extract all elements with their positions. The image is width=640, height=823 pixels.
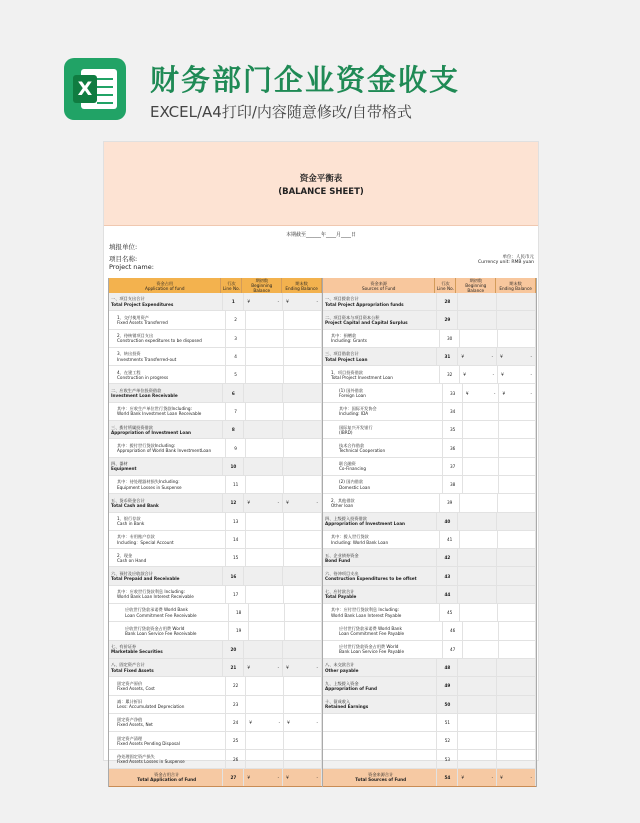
amount-cell — [246, 348, 284, 365]
line-number: 11 — [226, 476, 246, 493]
amount-cell — [460, 604, 498, 621]
line-number: 53 — [437, 750, 458, 767]
amount-cell: ¥ - — [283, 659, 322, 676]
line-number: 13 — [226, 513, 246, 530]
table-row — [323, 677, 536, 695]
amount-cell — [463, 622, 500, 639]
amount-cell — [463, 476, 500, 493]
page-subtitle: EXCEL/A4打印/内容随意修改/自带格式 — [150, 103, 412, 121]
amount-cell — [458, 677, 497, 694]
row-label: 三、拨付所属投资借款 Appropriation of Investment Loan — [109, 421, 223, 438]
amount-cell — [246, 750, 284, 767]
table-row — [109, 403, 322, 421]
row-label: 其中：应收世行贷款利息 Including: World Bank Loan Interest Receivable — [109, 586, 226, 603]
amount-cell — [283, 421, 322, 438]
amount-cell — [499, 622, 536, 639]
amount-cell — [498, 604, 536, 621]
line-number: 48 — [437, 659, 458, 676]
amount-cell — [284, 476, 322, 493]
amount-cell — [498, 494, 536, 511]
amount-cell: ¥ - — [244, 494, 283, 511]
table-row — [323, 659, 536, 677]
table-row — [109, 458, 322, 476]
row-label: 五、货币资金合计 Total Cash and Bank — [109, 494, 223, 511]
line-number: 6 — [223, 384, 244, 401]
amount-cell — [497, 659, 536, 676]
amount-cell — [458, 549, 497, 566]
row-label: 七、有价证券 Marketable Securities — [109, 641, 223, 658]
amount-cell — [458, 293, 497, 310]
right-column-header — [323, 278, 536, 293]
amount-cell: ¥ - — [463, 384, 500, 401]
amount-cell — [284, 311, 322, 328]
table-row — [109, 641, 322, 659]
amount-cell — [458, 750, 497, 767]
line-number: 12 — [223, 494, 244, 511]
amount-cell — [497, 549, 536, 566]
line-number: 9 — [226, 439, 246, 456]
line-number: 14 — [226, 531, 246, 548]
amount-cell — [284, 513, 322, 530]
line-number: 35 — [443, 421, 462, 438]
table-row — [109, 659, 322, 677]
row-label: 其中：应付世行贷款利息 Including: World Bank Loan Interest Payable — [323, 604, 440, 621]
amount-cell — [246, 531, 284, 548]
amount-cell — [284, 750, 322, 767]
amount-cell — [284, 403, 322, 420]
amount-cell — [284, 439, 322, 456]
table-row — [323, 750, 536, 768]
amount-cell: ¥ - — [283, 494, 322, 511]
table-row — [323, 293, 536, 311]
amount-cell — [284, 330, 322, 347]
amount-cell: ¥ - — [458, 769, 497, 786]
row-label: 三、项目借款合计 Total Project Loan — [323, 348, 437, 365]
left-header-cell: 资金占用 Application of fund — [109, 278, 221, 293]
table-row — [323, 531, 536, 549]
right-header-cell: 资金来源 Sources of Fund — [323, 278, 435, 293]
row-label: 其中：拨入世行贷款 Including: World Bank Loan — [323, 531, 440, 548]
row-label: 其中：待处理器材损失Including： Equipment Losses in Suspense — [109, 476, 226, 493]
amount-cell — [458, 659, 497, 676]
amount-cell — [497, 750, 536, 767]
row-label: 应付世行贷款资金占用费 World Bank Loan Service Fee Payable — [323, 641, 443, 658]
line-number: 3 — [226, 330, 246, 347]
table-row — [323, 622, 536, 640]
amount-cell — [497, 586, 536, 603]
table-row — [109, 549, 322, 567]
sheet-title-en: (BALANCE SHEET) — [278, 187, 364, 197]
row-label: 二、项目资本与项目资本公积 Project Capital and Capital Surplus — [323, 311, 437, 328]
amount-cell — [283, 641, 322, 658]
row-label: 资金来源合计 Total Sources of Fund — [323, 769, 437, 786]
line-number: 24 — [226, 714, 246, 731]
amount-cell — [284, 549, 322, 566]
amount-cell: ¥ - — [497, 348, 536, 365]
amount-cell — [499, 403, 536, 420]
amount-cell — [284, 586, 322, 603]
balance-sheet-document — [103, 141, 539, 783]
row-label: 1、银行存款 Cash in Bank — [109, 513, 226, 530]
line-number: 42 — [437, 549, 458, 566]
right-header-cell: 期初数 Beginning Balance — [456, 278, 496, 293]
table-row — [323, 714, 536, 732]
amount-cell — [463, 421, 500, 438]
amount-cell — [246, 513, 284, 530]
row-label: 八、未交款合计 Other payable — [323, 659, 437, 676]
page-title: 财务部门企业资金收支 — [150, 63, 461, 97]
period-line: 本期截至______年____月____日 — [285, 232, 356, 238]
line-number: 28 — [437, 293, 458, 310]
row-label: 七、应付款合计 Total Payable — [323, 586, 437, 603]
amount-cell — [284, 696, 322, 713]
sheet-title-band — [104, 142, 538, 226]
table-row — [323, 330, 536, 348]
line-number: 36 — [443, 439, 462, 456]
table-row — [109, 696, 322, 714]
left-header-cell: 行次 Line No. — [221, 278, 242, 293]
line-number: 31 — [437, 348, 458, 365]
row-label: 六、待冲项目支出 Construction Expenditures to be offset — [323, 567, 437, 584]
table-row — [323, 421, 536, 439]
row-label: 国际复兴开发银行 (IBRD) — [323, 421, 443, 438]
line-number: 23 — [226, 696, 246, 713]
amount-cell — [284, 531, 322, 548]
table-row — [323, 549, 536, 567]
line-number: 34 — [443, 403, 462, 420]
table-row — [323, 384, 536, 402]
line-number: 30 — [440, 330, 460, 347]
amount-cell — [497, 714, 536, 731]
line-number: 26 — [226, 750, 246, 767]
row-label: 六、预付及应收款合计 Total Prepaid and Receivable — [109, 567, 223, 584]
amount-cell — [285, 622, 322, 639]
line-number: 37 — [443, 458, 462, 475]
line-number: 5 — [226, 366, 246, 383]
amount-cell: ¥ - — [284, 714, 322, 731]
amount-cell — [458, 732, 497, 749]
line-number: 22 — [226, 677, 246, 694]
amount-cell — [284, 677, 322, 694]
row-label: 资金占用合计 Total Application of Fund — [109, 769, 223, 786]
amount-cell — [244, 458, 283, 475]
left-total — [108, 769, 322, 787]
application-of-fund-side — [108, 278, 322, 769]
amount-cell — [463, 458, 500, 475]
row-label: (2) 国内借款 Domestic Loan — [323, 476, 443, 493]
amount-cell — [283, 567, 322, 584]
amount-cell — [497, 677, 536, 694]
amount-cell — [246, 439, 284, 456]
row-label: 十、留成收入 Retained Earnings — [323, 696, 437, 713]
row-label: 应付世行贷款承诺费 World Bank Loan Commitment Fee Payable — [323, 622, 443, 639]
amount-cell — [285, 604, 322, 621]
row-label: 四、上级拨入投资借款 Appropriation of Investment Loan — [323, 513, 437, 530]
line-number: 51 — [437, 714, 458, 731]
table-row — [323, 476, 536, 494]
line-number: 47 — [443, 641, 462, 658]
table-row — [323, 439, 536, 457]
amount-cell — [498, 531, 536, 548]
left-header-cell: 期初数 Beginning Balance — [242, 278, 282, 293]
row-label: 技术合作借款 Technical Cooperation — [323, 439, 443, 456]
table-row — [323, 567, 536, 585]
amount-cell — [499, 421, 536, 438]
amount-cell — [246, 330, 284, 347]
row-label: 待处理固定资产损失 Fixed Assets Losses in Suspense — [109, 750, 226, 767]
amount-cell — [246, 311, 284, 328]
row-label: 九、上级拨入资金 Appropriation of Fund — [323, 677, 437, 694]
amount-cell — [497, 732, 536, 749]
amount-cell: ¥ - — [283, 769, 322, 786]
line-number: 4 — [226, 348, 246, 365]
amount-cell — [246, 677, 284, 694]
table-row — [109, 476, 322, 494]
total-row — [323, 769, 536, 787]
amount-cell — [283, 384, 322, 401]
table-row — [323, 696, 536, 714]
row-label — [323, 732, 437, 749]
table-row — [109, 384, 322, 402]
table-row — [323, 494, 536, 512]
line-number: 15 — [226, 549, 246, 566]
row-label — [323, 750, 437, 767]
line-number: 50 — [437, 696, 458, 713]
amount-cell — [458, 696, 497, 713]
table-row — [323, 366, 536, 384]
right-header-cell: 期末数 Ending Balance — [496, 278, 536, 293]
table-row — [109, 513, 322, 531]
row-label: 二、应收生产单位投资借款 Investment Loan Receivable — [109, 384, 223, 401]
table-row — [109, 677, 322, 695]
amount-cell — [249, 622, 286, 639]
table-row — [323, 513, 536, 531]
line-number: 1 — [223, 293, 244, 310]
table-row — [323, 311, 536, 329]
table-row — [109, 622, 322, 640]
row-label: (1) 国外借款 Foreign Loan — [323, 384, 443, 401]
amount-cell — [458, 714, 497, 731]
row-label: 2、现金 Cash on Hand — [109, 549, 226, 566]
amount-cell — [460, 330, 498, 347]
row-label: 4、在建工程 Construction in progress — [109, 366, 226, 383]
line-number: 44 — [437, 586, 458, 603]
row-label: 2、待核销项目支出 Construction expeditures to be disposed — [109, 330, 226, 347]
amount-cell — [246, 549, 284, 566]
line-number: 18 — [229, 604, 248, 621]
excel-logo-icon: X — [64, 58, 126, 120]
amount-cell — [246, 732, 284, 749]
row-label: 其中：国际开发协会 Including: IDA — [323, 403, 443, 420]
row-label: 其中：捐赠款 Including: Grants — [323, 330, 440, 347]
row-label: 五、企业债券资金 Bond Fund — [323, 549, 437, 566]
row-label: 应收世行贷款资金占用费 World Bank Loan Service Fee Receivable — [109, 622, 229, 639]
row-label: 联合融资 Co-Financing — [323, 458, 443, 475]
table-row — [109, 567, 322, 585]
table-row — [323, 586, 536, 604]
amount-cell: ¥ - — [458, 348, 497, 365]
table-row — [109, 366, 322, 384]
line-number: 43 — [437, 567, 458, 584]
amount-cell — [499, 476, 536, 493]
amount-cell — [497, 513, 536, 530]
line-number: 2 — [226, 311, 246, 328]
line-number: 32 — [440, 366, 460, 383]
table-row — [109, 311, 322, 329]
sources-of-fund-side — [322, 278, 537, 769]
amount-cell: ¥ - — [244, 769, 283, 786]
amount-cell — [497, 696, 536, 713]
amount-cell: ¥ - — [498, 366, 536, 383]
line-number: 7 — [226, 403, 246, 420]
amount-cell — [284, 348, 322, 365]
line-number: 27 — [223, 769, 244, 786]
line-number: 16 — [223, 567, 244, 584]
row-label: 减：累计折旧 Less: Accumulated Depreciation — [109, 696, 226, 713]
amount-cell — [458, 567, 497, 584]
row-label: 固定资产原价 Fixed Assets, Cost — [109, 677, 226, 694]
row-label: 固定资产清理 Fixed Assets Pending Disposal — [109, 732, 226, 749]
line-number: 8 — [223, 421, 244, 438]
amount-cell: ¥ - — [244, 293, 283, 310]
sheet-title-cn: 资金平衡表 — [299, 174, 343, 184]
line-number: 40 — [437, 513, 458, 530]
amount-cell — [498, 330, 536, 347]
line-number: 20 — [223, 641, 244, 658]
amount-cell — [458, 311, 497, 328]
row-label: 四、器材 Equipment — [109, 458, 223, 475]
balance-table — [108, 278, 534, 787]
amount-cell — [463, 403, 500, 420]
amount-cell — [499, 439, 536, 456]
line-number: 21 — [223, 659, 244, 676]
amount-cell — [283, 458, 322, 475]
line-number: 17 — [226, 586, 246, 603]
table-row — [323, 458, 536, 476]
line-number: 52 — [437, 732, 458, 749]
amount-cell — [246, 476, 284, 493]
table-row — [323, 732, 536, 750]
row-label: 其中：拨付世行贷款Including: Appropriation of World Bank InvestmentLoan — [109, 439, 226, 456]
amount-cell — [244, 567, 283, 584]
amount-cell — [246, 696, 284, 713]
amount-cell — [463, 439, 500, 456]
right-total — [322, 769, 537, 787]
table-row — [109, 531, 322, 549]
amount-cell — [246, 403, 284, 420]
row-label: 2、其他借款 Other loan — [323, 494, 440, 511]
line-number: 45 — [440, 604, 460, 621]
line-number: 41 — [440, 531, 460, 548]
table-row — [109, 604, 322, 622]
table-row — [109, 421, 322, 439]
amount-cell — [458, 586, 497, 603]
row-label: 其中：专用账户存款 Including：Special Account — [109, 531, 226, 548]
amount-cell — [497, 293, 536, 310]
line-number: 54 — [437, 769, 458, 786]
row-label: 一、项目支出合计 Total Project Expenditures — [109, 293, 223, 310]
line-number: 29 — [437, 311, 458, 328]
amount-cell — [249, 604, 286, 621]
amount-cell: ¥ - — [246, 714, 284, 731]
table-row — [109, 330, 322, 348]
promo-header — [0, 0, 640, 140]
line-number: 39 — [440, 494, 460, 511]
amount-cell: ¥ - — [460, 366, 498, 383]
table-row — [323, 604, 536, 622]
line-number: 49 — [437, 677, 458, 694]
amount-cell — [499, 641, 536, 658]
line-number: 10 — [223, 458, 244, 475]
amount-cell — [460, 494, 498, 511]
amount-cell — [246, 366, 284, 383]
amount-cell — [499, 458, 536, 475]
row-label: 其中：应收生产单位世行贷款Including: World Bank Investment Loan Receivable — [109, 403, 226, 420]
table-row — [109, 714, 322, 732]
row-label: 1、交付使用资产 Fixed Assets Transferred — [109, 311, 226, 328]
table-row — [109, 494, 322, 512]
row-label: 八、固定资产合计 Total Fixed Assets — [109, 659, 223, 676]
line-number: 19 — [229, 622, 248, 639]
amount-cell — [497, 567, 536, 584]
table-row — [323, 641, 536, 659]
table-row — [109, 750, 322, 768]
left-header-cell: 期末数 Ending Balance — [282, 278, 322, 293]
amount-cell — [458, 513, 497, 530]
amount-cell: ¥ - — [244, 659, 283, 676]
table-row — [109, 439, 322, 457]
line-number: 33 — [443, 384, 462, 401]
table-row — [109, 586, 322, 604]
line-number: 38 — [443, 476, 462, 493]
row-label: 3、转出投资 Investments Transferred-out — [109, 348, 226, 365]
amount-cell — [244, 421, 283, 438]
left-column-header — [109, 278, 322, 293]
row-label: 固定资产净值 Fixed Assets, Net — [109, 714, 226, 731]
row-label: 应收世行贷款承诺费 World Bank Loan Commitment Fee Receivable — [109, 604, 229, 621]
amount-cell: ¥ - — [499, 384, 536, 401]
row-label: 1、项目投资借款 Total Project Investment Loan — [323, 366, 440, 383]
amount-cell — [244, 384, 283, 401]
line-number: 46 — [443, 622, 462, 639]
total-row — [109, 769, 322, 787]
amount-cell — [284, 732, 322, 749]
table-row — [109, 293, 322, 311]
table-row — [109, 348, 322, 366]
totals-row — [108, 769, 534, 787]
amount-cell — [284, 366, 322, 383]
table-row — [323, 403, 536, 421]
table-row — [109, 732, 322, 750]
amount-cell — [463, 641, 500, 658]
project-name: 项目名称: Project name: 单位：人民币元 Currency unit: RMB yuan — [109, 255, 534, 271]
amount-cell — [497, 311, 536, 328]
reporting-unit-label: 填报单位: — [109, 243, 138, 251]
line-number: 25 — [226, 732, 246, 749]
right-header-cell: 行次 Line No. — [435, 278, 456, 293]
amount-cell — [246, 586, 284, 603]
amount-cell: ¥ - — [497, 769, 536, 786]
table-row — [323, 348, 536, 366]
currency-unit-note: 单位：人民币元 Currency unit: RMB yuan — [477, 255, 534, 265]
amount-cell — [460, 531, 498, 548]
amount-cell — [244, 641, 283, 658]
amount-cell: ¥ - — [283, 293, 322, 310]
row-label — [323, 714, 437, 731]
row-label: 一、项目拨款合计 Total Project Appropriation funds — [323, 293, 437, 310]
